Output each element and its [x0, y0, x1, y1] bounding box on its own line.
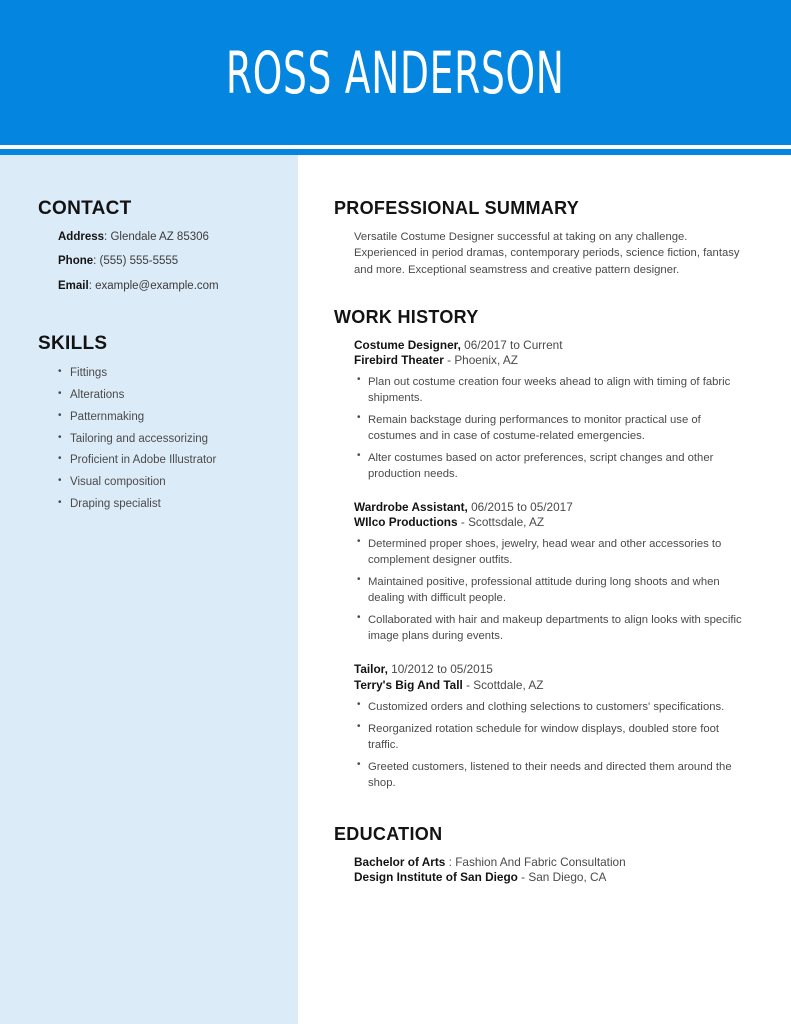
job-dates: 10/2012 to 05/2015	[391, 662, 493, 677]
job-bullet: • Collaborated with hair and makeup departments to align looks with specific image plans during events.	[368, 612, 745, 644]
professional-summary-text: Versatile Costume Designer successful at taking on any challenge. Experienced in period dramas, contemporary periods, science fiction, fantasy and more. Exceptional seamstress and creative pattern designer.	[354, 230, 740, 276]
job-bullets	[354, 699, 745, 791]
skill-item: • Patternmaking	[70, 411, 280, 425]
contact-label-phone: Phone	[58, 255, 94, 268]
education-entry	[334, 855, 745, 885]
skill-item: • Fittings	[70, 367, 280, 381]
job-company: Firebird Theater	[354, 352, 444, 367]
professional-summary-heading: PROFESSIONAL SUMMARY	[334, 198, 580, 218]
job-bullets	[354, 536, 745, 644]
education-heading: EDUCATION	[334, 823, 443, 844]
job-bullet: • Customized orders and clothing selections to customers' specifications.	[368, 699, 745, 715]
contact-list	[38, 232, 280, 293]
work-history-heading: WORK HISTORY	[334, 306, 479, 327]
professional-summary-section	[334, 199, 745, 278]
contact-row-phone	[58, 256, 280, 268]
job-company-line	[354, 678, 745, 693]
education-degree: Bachelor of Arts	[354, 854, 446, 869]
job-bullet: • Plan out costume creation four weeks ahead to align with timing of fabric shipments.	[368, 374, 745, 406]
skills-heading: SKILLS	[38, 333, 108, 355]
main-column	[298, 155, 791, 1024]
job-bullet: • Determined proper shoes, jewelry, head wear and other accessories to complement designer outfits.	[368, 536, 745, 568]
job-bullet: • Alter costumes based on actor preferences, script changes and other production needs.	[368, 450, 745, 482]
professional-summary-block	[334, 229, 745, 278]
skill-item: • Proficient in Adobe Illustrator	[70, 454, 280, 468]
skill-item: • Visual composition	[70, 476, 280, 490]
job-title: Costume Designer,	[354, 337, 461, 352]
job-bullet: • Maintained positive, professional attitude during long shoots and when dealing with difficult people.	[368, 574, 745, 606]
resume-body	[0, 155, 791, 1024]
contact-separator-phone: :	[93, 255, 97, 268]
skill-item: • Alterations	[70, 389, 280, 403]
education-degree-separator: :	[448, 854, 452, 869]
job-location: Phoenix, AZ	[454, 352, 518, 367]
contact-separator-address: :	[104, 230, 108, 243]
job-bullet: • Reorganized rotation schedule for window displays, doubled store foot traffic.	[368, 721, 745, 753]
contact-heading: CONTACT	[38, 198, 132, 219]
job-entry	[334, 500, 745, 644]
contact-row-email	[58, 281, 280, 293]
contact-label-email: Email	[58, 279, 89, 292]
education-school: Design Institute of San Diego	[354, 869, 518, 884]
job-title-line	[354, 500, 745, 515]
job-company-line	[354, 515, 745, 530]
contact-section	[38, 199, 280, 292]
job-bullets	[354, 374, 745, 482]
education-location: San Diego, CA	[528, 869, 607, 884]
contact-value-address: Glendale AZ 85306	[110, 230, 209, 243]
job-entry	[334, 662, 745, 790]
job-title-line	[354, 662, 745, 677]
contact-value-phone: (555) 555-5555	[99, 255, 179, 268]
job-company: WIlco Productions	[354, 515, 458, 530]
job-title: Tailor,	[354, 662, 388, 677]
job-company: Terry's Big And Tall	[354, 677, 463, 692]
education-degree-line	[354, 855, 745, 870]
skills-section	[38, 334, 280, 511]
job-location-separator: -	[460, 515, 465, 530]
skills-list	[38, 367, 280, 512]
sidebar	[0, 155, 298, 1024]
work-history-section	[334, 308, 745, 791]
header-banner	[0, 0, 791, 145]
skill-item: • Tailoring and accessorizing	[70, 433, 280, 447]
contact-value-email: example@example.com	[95, 279, 219, 292]
education-field: Fashion And Fabric Consultation	[455, 854, 626, 869]
job-entry	[334, 338, 745, 482]
job-bullet: • Remain backstage during performances to monitor practical use of costumes and in case of costume-related emergencies.	[368, 412, 745, 444]
job-dates: 06/2017 to Current	[464, 337, 563, 352]
contact-label-address: Address	[58, 230, 105, 243]
job-bullet: • Greeted customers, listened to their needs and directed them around the shop.	[368, 759, 745, 791]
job-location: Scottsdale, AZ	[468, 515, 545, 530]
job-location-separator: -	[447, 352, 452, 367]
job-company-line	[354, 353, 745, 368]
education-school-line	[354, 870, 745, 885]
skill-item: • Draping specialist	[70, 498, 280, 512]
education-location-separator: -	[521, 869, 526, 884]
contact-separator-email: :	[88, 279, 92, 292]
job-title-line	[354, 338, 745, 353]
job-location-separator: -	[466, 677, 470, 692]
contact-row-address	[58, 232, 280, 244]
education-section	[334, 825, 745, 885]
job-dates: 06/2015 to 05/2017	[471, 500, 573, 515]
job-location: Scottdale, AZ	[473, 677, 544, 692]
job-title: Wardrobe Assistant,	[354, 500, 468, 515]
candidate-name: ROSS ANDERSON	[226, 38, 565, 107]
